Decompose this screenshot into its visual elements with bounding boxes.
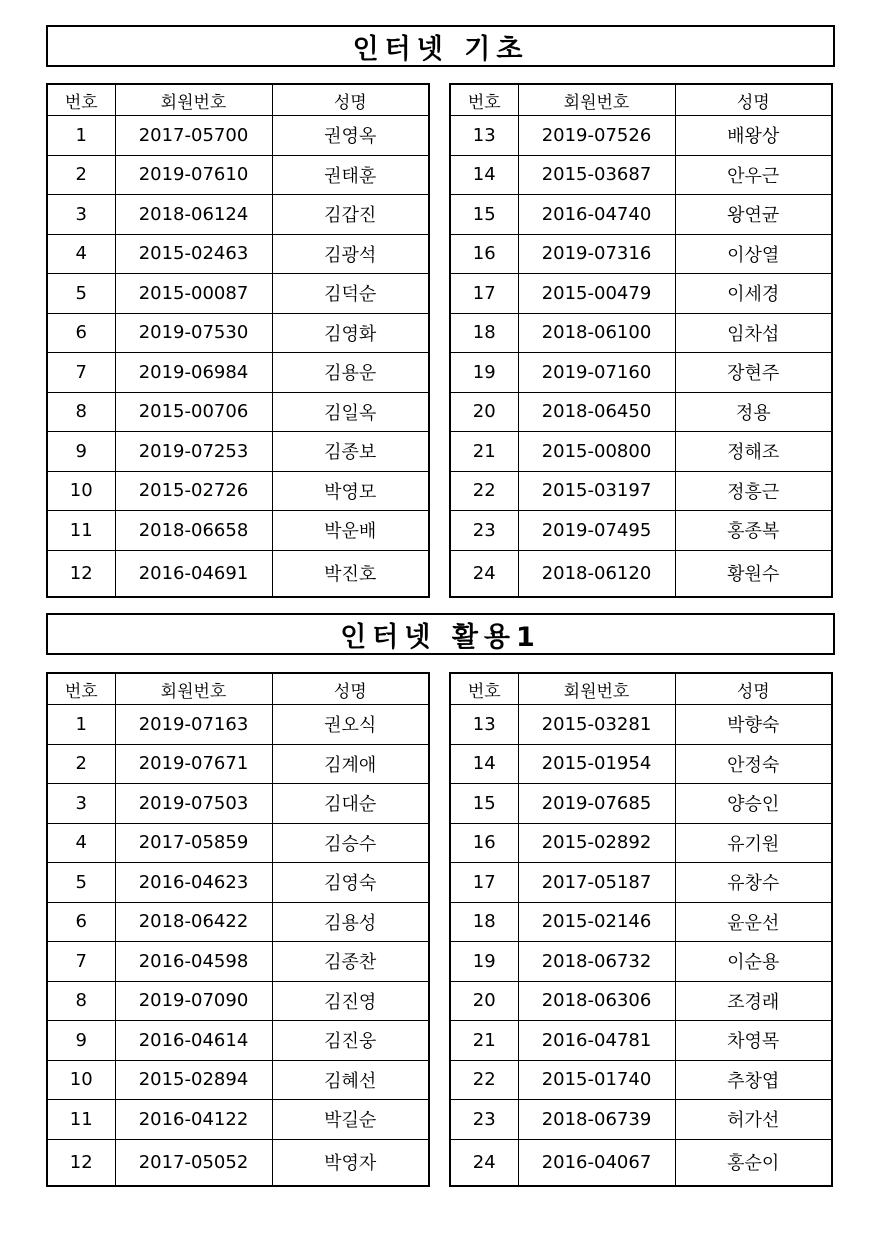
table-row: [47, 823, 429, 863]
row-number-cell: 6: [47, 902, 115, 942]
member-name-cell: 김진웅: [272, 1021, 429, 1061]
member-name-cell: 김대순: [272, 784, 429, 824]
member-id-cell: 2017-05052: [115, 1139, 272, 1186]
row-number-cell: 4: [47, 234, 115, 274]
member-id-cell: 2018-06658: [115, 511, 272, 551]
member-name-cell: 박진호: [272, 550, 429, 597]
member-id-cell: 2015-01740: [518, 1060, 675, 1100]
member-name-cell: 홍종복: [675, 511, 832, 551]
header-no: 번호: [450, 84, 518, 116]
header-member-id: 회원번호: [518, 673, 675, 705]
member-id-cell: 2018-06124: [115, 195, 272, 235]
table-row: [47, 784, 429, 824]
member-id-cell: 2016-04614: [115, 1021, 272, 1061]
member-id-cell: 2019-07090: [115, 981, 272, 1021]
row-number-cell: 20: [450, 981, 518, 1021]
member-id-cell: 2018-06732: [518, 942, 675, 982]
row-number-cell: 20: [450, 392, 518, 432]
member-name-cell: 임차섭: [675, 313, 832, 353]
header-name: 성명: [675, 84, 832, 116]
row-number-cell: 17: [450, 863, 518, 903]
member-name-cell: 추창엽: [675, 1060, 832, 1100]
header-member-id: 회원번호: [115, 84, 272, 116]
row-number-cell: 11: [47, 1100, 115, 1140]
table-row: [450, 1100, 832, 1140]
row-number-cell: 21: [450, 1021, 518, 1061]
row-number-cell: 16: [450, 234, 518, 274]
member-id-cell: 2015-00800: [518, 432, 675, 472]
header-name: 성명: [272, 84, 429, 116]
member-name-cell: 차영목: [675, 1021, 832, 1061]
row-number-cell: 23: [450, 1100, 518, 1140]
table-row: [47, 392, 429, 432]
member-name-cell: 안우근: [675, 155, 832, 195]
table-row: [450, 1021, 832, 1061]
member-name-cell: 황원수: [675, 550, 832, 597]
member-name-cell: 배왕상: [675, 116, 832, 156]
member-name-cell: 박영자: [272, 1139, 429, 1186]
table-row: [47, 313, 429, 353]
member-name-cell: 박운배: [272, 511, 429, 551]
member-id-cell: 2016-04740: [518, 195, 675, 235]
row-number-cell: 12: [47, 550, 115, 597]
member-name-cell: 김영숙: [272, 863, 429, 903]
table-row: [450, 234, 832, 274]
member-name-cell: 유기원: [675, 823, 832, 863]
row-number-cell: 7: [47, 353, 115, 393]
table-row: [47, 902, 429, 942]
table-row: [47, 1100, 429, 1140]
row-number-cell: 14: [450, 155, 518, 195]
member-name-cell: 김광석: [272, 234, 429, 274]
row-number-cell: 9: [47, 1021, 115, 1061]
table-row: [47, 432, 429, 472]
member-id-cell: 2016-04691: [115, 550, 272, 597]
table-row: [450, 902, 832, 942]
member-id-cell: 2017-05187: [518, 863, 675, 903]
row-number-cell: 2: [47, 744, 115, 784]
row-number-cell: 8: [47, 981, 115, 1021]
row-number-cell: 1: [47, 705, 115, 745]
member-id-cell: 2019-07253: [115, 432, 272, 472]
table-row: [450, 274, 832, 314]
member-name-cell: 안정숙: [675, 744, 832, 784]
table-row: [47, 234, 429, 274]
member-id-cell: 2015-00706: [115, 392, 272, 432]
table-row: [47, 863, 429, 903]
member-name-cell: 김진영: [272, 981, 429, 1021]
table-row: [450, 195, 832, 235]
row-number-cell: 13: [450, 705, 518, 745]
header-member-id: 회원번호: [115, 673, 272, 705]
member-name-cell: 정흥근: [675, 471, 832, 511]
header-no: 번호: [47, 673, 115, 705]
member-name-cell: 권오식: [272, 705, 429, 745]
table-row: [47, 511, 429, 551]
row-number-cell: 24: [450, 550, 518, 597]
table-row: [450, 942, 832, 982]
row-number-cell: 4: [47, 823, 115, 863]
member-name-cell: 왕연균: [675, 195, 832, 235]
row-number-cell: 14: [450, 744, 518, 784]
row-number-cell: 10: [47, 471, 115, 511]
row-number-cell: 10: [47, 1060, 115, 1100]
member-id-cell: 2019-07316: [518, 234, 675, 274]
member-name-cell: 유창수: [675, 863, 832, 903]
member-id-cell: 2019-07495: [518, 511, 675, 551]
member-name-cell: 김용성: [272, 902, 429, 942]
table-row: [450, 823, 832, 863]
table-row: [47, 744, 429, 784]
member-name-cell: 김종찬: [272, 942, 429, 982]
table-row: [450, 353, 832, 393]
header-name: 성명: [272, 673, 429, 705]
member-id-cell: 2016-04067: [518, 1139, 675, 1186]
member-id-cell: 2015-03281: [518, 705, 675, 745]
member-id-cell: 2016-04623: [115, 863, 272, 903]
roster-table-left: [46, 672, 430, 1187]
row-number-cell: 19: [450, 353, 518, 393]
table-row: [450, 550, 832, 597]
member-id-cell: 2019-07685: [518, 784, 675, 824]
member-name-cell: 김영화: [272, 313, 429, 353]
table-row: [47, 1021, 429, 1061]
member-id-cell: 2018-06306: [518, 981, 675, 1021]
row-number-cell: 15: [450, 784, 518, 824]
member-id-cell: 2015-02726: [115, 471, 272, 511]
row-number-cell: 1: [47, 116, 115, 156]
table-row: [47, 705, 429, 745]
member-name-cell: 이세경: [675, 274, 832, 314]
header-member-id: 회원번호: [518, 84, 675, 116]
member-name-cell: 허가선: [675, 1100, 832, 1140]
table-row: [47, 981, 429, 1021]
member-name-cell: 김혜선: [272, 1060, 429, 1100]
table-row: [450, 313, 832, 353]
member-name-cell: 장현주: [675, 353, 832, 393]
table-row: [450, 863, 832, 903]
table-row: [450, 511, 832, 551]
table-row: [47, 471, 429, 511]
member-name-cell: 김계애: [272, 744, 429, 784]
member-id-cell: 2016-04598: [115, 942, 272, 982]
table-row: [450, 1139, 832, 1186]
row-number-cell: 16: [450, 823, 518, 863]
table-row: [47, 116, 429, 156]
header-row: [47, 673, 429, 705]
row-number-cell: 12: [47, 1139, 115, 1186]
member-name-cell: 양승인: [675, 784, 832, 824]
member-id-cell: 2015-02146: [518, 902, 675, 942]
member-name-cell: 김용운: [272, 353, 429, 393]
roster-table-left: [46, 83, 430, 598]
member-name-cell: 윤운선: [675, 902, 832, 942]
row-number-cell: 5: [47, 274, 115, 314]
table-row: [47, 353, 429, 393]
row-number-cell: 22: [450, 471, 518, 511]
row-number-cell: 2: [47, 155, 115, 195]
table-row: [450, 981, 832, 1021]
header-name: 성명: [675, 673, 832, 705]
member-id-cell: 2018-06450: [518, 392, 675, 432]
row-number-cell: 15: [450, 195, 518, 235]
row-number-cell: 3: [47, 784, 115, 824]
member-id-cell: 2018-06120: [518, 550, 675, 597]
row-number-cell: 24: [450, 1139, 518, 1186]
member-id-cell: 2018-06422: [115, 902, 272, 942]
row-number-cell: 13: [450, 116, 518, 156]
row-number-cell: 18: [450, 902, 518, 942]
row-number-cell: 7: [47, 942, 115, 982]
header-no: 번호: [450, 673, 518, 705]
row-number-cell: 18: [450, 313, 518, 353]
member-name-cell: 박영모: [272, 471, 429, 511]
member-id-cell: 2016-04122: [115, 1100, 272, 1140]
member-id-cell: 2015-00087: [115, 274, 272, 314]
member-id-cell: 2015-00479: [518, 274, 675, 314]
table-row: [47, 550, 429, 597]
table-row: [450, 471, 832, 511]
table-row: [47, 195, 429, 235]
header-row: [450, 673, 832, 705]
roster-table-right: [449, 83, 833, 598]
member-name-cell: 조경래: [675, 981, 832, 1021]
header-row: [47, 84, 429, 116]
member-id-cell: 2015-03687: [518, 155, 675, 195]
row-number-cell: 17: [450, 274, 518, 314]
table-row: [450, 155, 832, 195]
member-name-cell: 권태훈: [272, 155, 429, 195]
member-id-cell: 2019-07526: [518, 116, 675, 156]
member-id-cell: 2019-07610: [115, 155, 272, 195]
member-id-cell: 2018-06100: [518, 313, 675, 353]
member-id-cell: 2019-07503: [115, 784, 272, 824]
member-name-cell: 권영옥: [272, 116, 429, 156]
row-number-cell: 19: [450, 942, 518, 982]
table-row: [47, 942, 429, 982]
member-name-cell: 박향숙: [675, 705, 832, 745]
member-id-cell: 2015-02892: [518, 823, 675, 863]
member-name-cell: 정해조: [675, 432, 832, 472]
member-id-cell: 2015-02463: [115, 234, 272, 274]
member-name-cell: 김일옥: [272, 392, 429, 432]
table-row: [450, 432, 832, 472]
table-row: [450, 392, 832, 432]
member-id-cell: 2019-06984: [115, 353, 272, 393]
table-row: [450, 744, 832, 784]
member-id-cell: 2019-07530: [115, 313, 272, 353]
member-name-cell: 김덕순: [272, 274, 429, 314]
member-name-cell: 홍순이: [675, 1139, 832, 1186]
member-id-cell: 2015-01954: [518, 744, 675, 784]
member-id-cell: 2017-05859: [115, 823, 272, 863]
member-id-cell: 2016-04781: [518, 1021, 675, 1061]
member-id-cell: 2017-05700: [115, 116, 272, 156]
member-name-cell: 박길순: [272, 1100, 429, 1140]
row-number-cell: 6: [47, 313, 115, 353]
row-number-cell: 23: [450, 511, 518, 551]
header-no: 번호: [47, 84, 115, 116]
table-row: [47, 274, 429, 314]
member-name-cell: 김승수: [272, 823, 429, 863]
header-row: [450, 84, 832, 116]
row-number-cell: 5: [47, 863, 115, 903]
table-row: [47, 1060, 429, 1100]
roster-table-right: [449, 672, 833, 1187]
member-name-cell: 김갑진: [272, 195, 429, 235]
member-id-cell: 2015-02894: [115, 1060, 272, 1100]
table-row: [450, 116, 832, 156]
section-title: 인터넷 기초: [46, 25, 835, 67]
table-row: [47, 155, 429, 195]
row-number-cell: 22: [450, 1060, 518, 1100]
member-id-cell: 2019-07160: [518, 353, 675, 393]
member-name-cell: 이상열: [675, 234, 832, 274]
member-id-cell: 2019-07163: [115, 705, 272, 745]
member-name-cell: 이순용: [675, 942, 832, 982]
member-id-cell: 2018-06739: [518, 1100, 675, 1140]
row-number-cell: 21: [450, 432, 518, 472]
table-row: [450, 1060, 832, 1100]
member-id-cell: 2019-07671: [115, 744, 272, 784]
row-number-cell: 8: [47, 392, 115, 432]
row-number-cell: 9: [47, 432, 115, 472]
member-name-cell: 정용: [675, 392, 832, 432]
member-name-cell: 김종보: [272, 432, 429, 472]
table-row: [450, 784, 832, 824]
member-id-cell: 2015-03197: [518, 471, 675, 511]
table-row: [450, 705, 832, 745]
row-number-cell: 3: [47, 195, 115, 235]
section-title: 인터넷 활용1: [46, 613, 835, 655]
table-row: [47, 1139, 429, 1186]
row-number-cell: 11: [47, 511, 115, 551]
